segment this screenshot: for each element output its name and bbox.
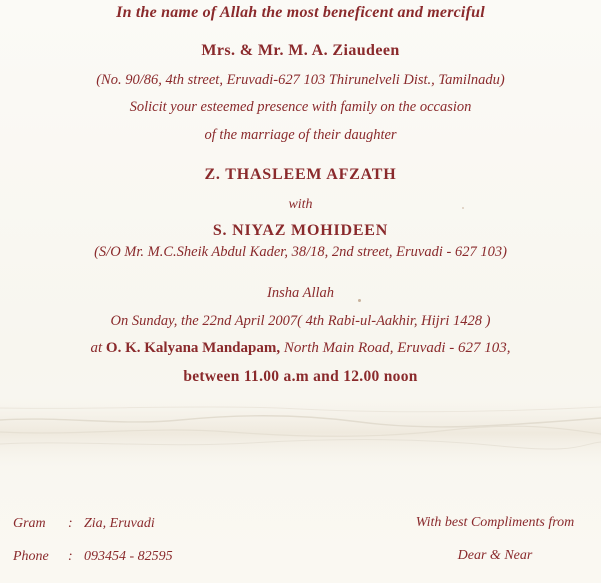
with-connector: with xyxy=(288,197,313,212)
insha-allah: Insha Allah xyxy=(267,285,334,301)
gram-value: Zia, Eruvadi xyxy=(84,516,155,531)
solicit-line-1: Solicit your esteemed presence with family on the occasion xyxy=(129,99,472,115)
gram-label: Gram xyxy=(13,516,46,531)
phone-value: 093454 - 82595 xyxy=(84,549,173,564)
phone-label: Phone xyxy=(13,549,49,564)
groom-name: S. NIYAZ MOHIDEEN xyxy=(212,222,389,239)
solicit-line-2: of the marriage of their daughter xyxy=(204,127,397,143)
venue-line xyxy=(0,340,601,357)
paper-speck xyxy=(462,207,464,209)
phone-separator: : xyxy=(68,549,73,564)
greeting-line: In the name of Allah the most beneficent and merciful xyxy=(116,4,485,21)
venue-name: O. K. Kalyana Mandapam, xyxy=(105,340,281,356)
time-line: between 11.00 a.m and 12.00 noon xyxy=(183,368,418,385)
gram-separator: : xyxy=(68,516,73,531)
venue-prefix: at xyxy=(90,340,103,356)
date-line: On Sunday, the 22nd April 2007( 4th Rabi-ul-Aakhir, Hijri 1428 ) xyxy=(110,313,491,329)
host-address: (No. 90/86, 4th street, Eruvadi-627 103 Thirunelveli Dist., Tamilnadu) xyxy=(96,72,505,88)
paper-fold-texture xyxy=(0,398,601,468)
compliments-line-2: Dear & Near xyxy=(457,548,533,563)
groom-relation: (S/O Mr. M.C.Sheik Abdul Kader, 38/18, 2nd street, Eruvadi - 627 103) xyxy=(94,244,507,260)
paper-speck xyxy=(358,299,361,302)
host-names: Mrs. & Mr. M. A. Ziaudeen xyxy=(201,42,400,59)
venue-address: North Main Road, Eruvadi - 627 103, xyxy=(283,340,511,356)
compliments-line-1: With best Compliments from xyxy=(415,515,575,530)
bride-name: Z. THASLEEM AFZATH xyxy=(204,166,397,183)
